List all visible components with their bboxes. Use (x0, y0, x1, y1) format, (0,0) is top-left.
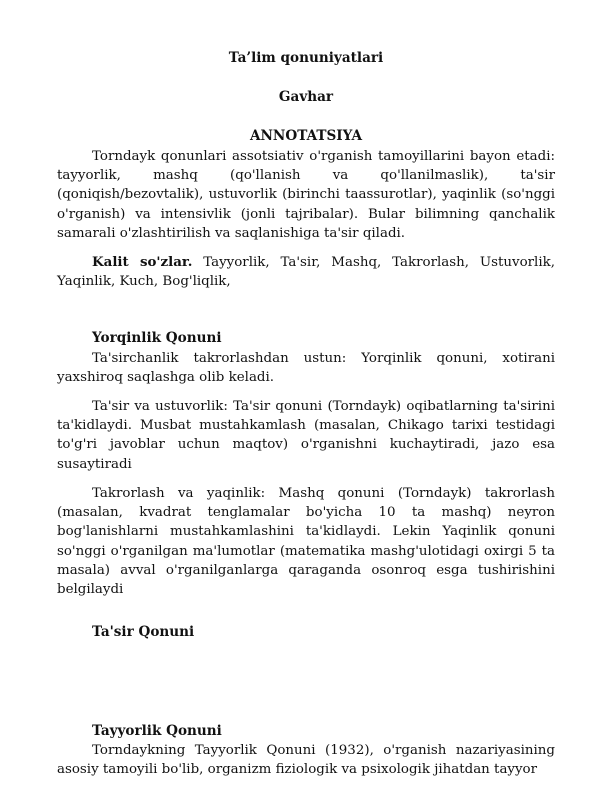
paragraph-3: Takrorlash va yaqinlik: Mashq qonuni (Torndayk) takrorlash (masalan, kvadrat tenglamalar bo'yicha 10 ta mashq) neyron bog'lanishlarni mustahkamlashini ta'kidlaydi. Lekin Yaqinlik qonuni so'nggi o'rganilgan ma'lumotlar (matematika mashg'ulotidagi oxirgi 5 ta masala) avval o'rganilganlarga qaraganda osonroq esga tushirishini belgilaydi (57, 486, 555, 598)
section-heading-tasir: Ta'sir Qonuni (92, 624, 195, 640)
author-name: Gavhar (278, 89, 334, 105)
section-heading-yorqinlik: Yorqinlik Qonuni (92, 330, 222, 346)
annotation-heading: ANNOTATSIYA (249, 128, 363, 144)
keywords-text: Tayyorlik, Ta'sir, Mashq, Takrorlash, Ustuvorlik, Yaqinlik, Kuch, Bog'liqlik, (57, 255, 555, 290)
paragraph-2: Ta'sir va ustuvorlik: Ta'sir qonuni (Torndayk) oqibatlarning ta'sirini ta'kidlaydi. Musbat mustahkamlash (masalan, Chikago tarixi testidagi to'g'ri javoblar uchun maqtov) o'rganishni kuchaytiradi, jazo esa susaytiradi (57, 399, 555, 472)
keywords-paragraph (57, 253, 555, 291)
annotation-paragraph: Torndayk qonunlari assotsiativ o'rganish tamoyillarini bayon etadi: tayyorlik, mashq (qo'llanish va qo'llanilmaslik), ta'sir (qoniqish/bezovtalik), ustuvorlik (birinchi taassurotlar), yaqinlik (so'nggi o'rganish) va intensivlik (jonli tajribalar). Bular bilimning qanchalik samarali o'zlashtirilish va saqlanishiga ta'sir qiladi. (57, 149, 555, 241)
paragraph-4: Torndaykning Tayyorlik Qonuni (1932), o'rganish nazariyasining asosiy tamoyili bo'lib, organizm fiziologik va psixologik jihatdan tayyor (57, 743, 555, 778)
keywords-label: Kalit so'zlar. (92, 254, 193, 270)
document-title: Ta’lim qonuniyatlari (228, 50, 384, 66)
section-heading-tayyorlik: Tayyorlik Qonuni (92, 723, 222, 739)
paragraph-1: Ta'sirchanlik takrorlashdan ustun: Yorqinlik qonuni, xotirani yaxshiroq saqlashga olib keladi. (57, 351, 555, 386)
